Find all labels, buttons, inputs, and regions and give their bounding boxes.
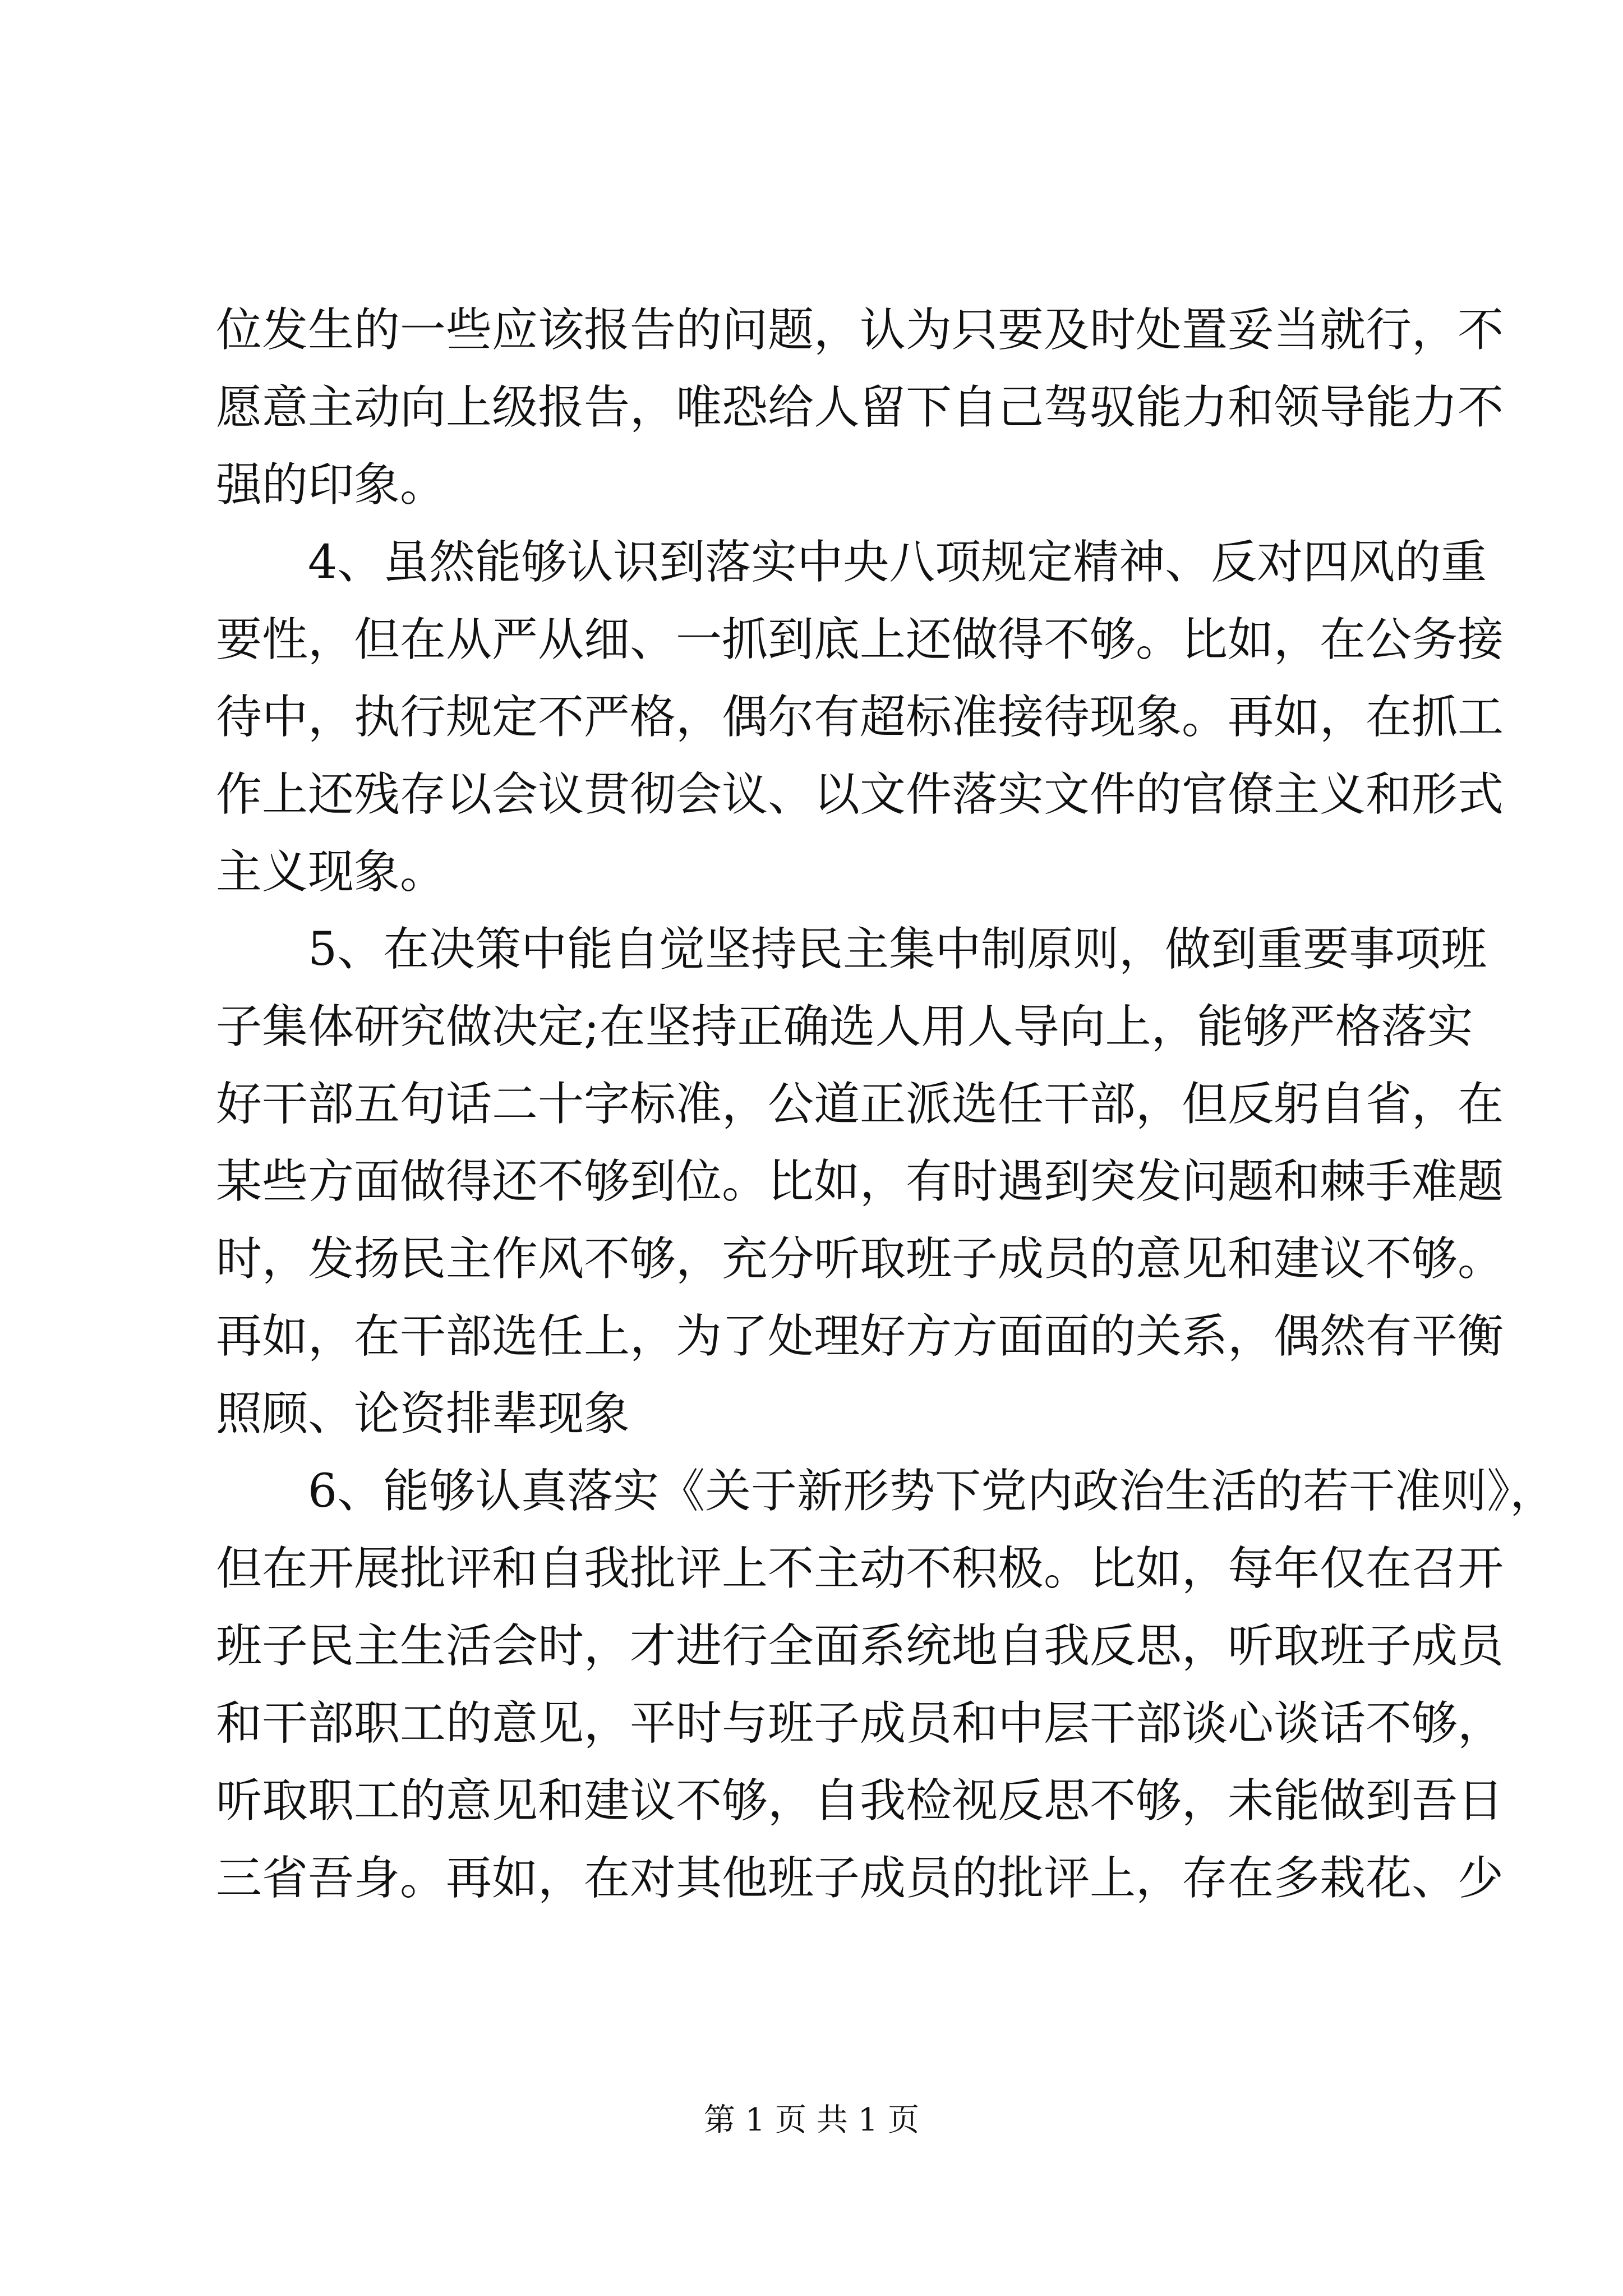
text-line: 再如，在干部选任上，为了处理好方方面面的关系，偶然有平衡 bbox=[216, 1310, 1504, 1363]
text-line: 子集体研究做决定;在坚持正确选人用人导向上，能够严格落实 bbox=[216, 1000, 1473, 1053]
text-line: 愿意主动向上级报告，唯恐给人留下自己驾驭能力和领导能力不 bbox=[216, 381, 1504, 434]
text-line: 和干部职工的意见，平时与班子成员和中层干部谈心谈话不够， bbox=[216, 1697, 1504, 1750]
text-line: 位发生的一些应该报告的问题，认为只要及时处置妥当就行，不 bbox=[216, 303, 1504, 357]
text-line: 5、在决策中能自觉坚持民主集中制原则，做到重要事项班 bbox=[216, 923, 1487, 976]
text-line: 作上还残存以会议贯彻会议、以文件落实文件的官僚主义和形式 bbox=[216, 768, 1504, 821]
text-line: 时，发扬民主作风不够，充分听取班子成员的意见和建议不够。 bbox=[216, 1232, 1504, 1286]
page-footer bbox=[0, 2098, 1623, 2143]
text-line: 好干部五句话二十字标准，公道正派选任干部，但反躬自省，在 bbox=[216, 1078, 1504, 1131]
text-line: 班子民主生活会时，才进行全面系统地自我反思，听取班子成员 bbox=[216, 1619, 1504, 1673]
text-line: 4、虽然能够认识到落实中央八项规定精神、反对四风的重 bbox=[216, 536, 1487, 589]
text-line: 要性，但在从严从细、一抓到底上还做得不够。比如，在公务接 bbox=[216, 613, 1504, 666]
page-number: 第 1 页 共 1 页 bbox=[703, 2102, 920, 2138]
text-line: 听取职工的意见和建议不够，自我检视反思不够，未能做到吾日 bbox=[216, 1774, 1504, 1828]
text-line: 6、能够认真落实《关于新形势下党内政治生活的若干准则》， bbox=[216, 1465, 1556, 1518]
text-line: 待中，执行规定不严格，偶尔有超标准接待现象。再如，在抓工 bbox=[216, 691, 1504, 744]
text-line: 主义现象。 bbox=[216, 845, 446, 899]
text-line: 但在开展批评和自我批评上不主动不积极。比如，每年仅在召开 bbox=[216, 1542, 1504, 1595]
text-line: 三省吾身。再如，在对其他班子成员的批评上，存在多栽花、少 bbox=[216, 1852, 1504, 1905]
text-line: 强的印象。 bbox=[216, 458, 446, 512]
document-body bbox=[216, 292, 1556, 1917]
text-line: 照顾、论资排辈现象 bbox=[216, 1387, 630, 1441]
text-line: 某些方面做得还不够到位。比如，有时遇到突发问题和棘手难题 bbox=[216, 1155, 1504, 1208]
